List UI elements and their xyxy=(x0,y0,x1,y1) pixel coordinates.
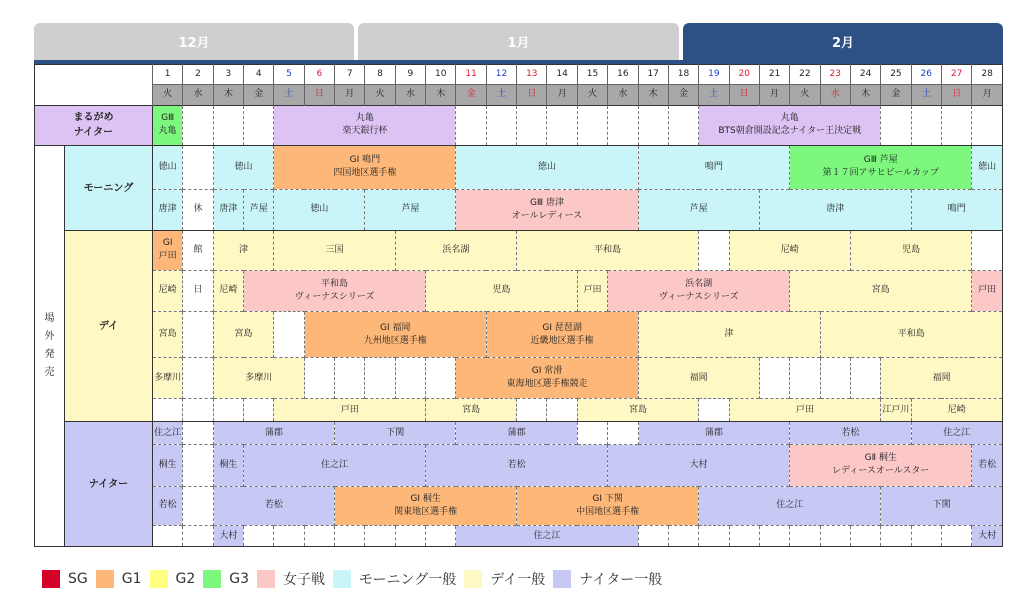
date-cell: 4 xyxy=(244,65,274,85)
empty-cell xyxy=(668,526,698,547)
weekday-cell: 月 xyxy=(547,84,577,105)
empty-cell xyxy=(911,526,941,547)
empty-cell xyxy=(547,399,577,422)
race-cell[interactable]: GⅠ 福岡 九州地区選手権 xyxy=(304,312,486,358)
race-cell[interactable]: 尼崎 xyxy=(213,270,243,312)
race-cell[interactable]: 大村 xyxy=(972,526,1003,547)
race-cell[interactable]: 唐津 xyxy=(759,189,911,231)
empty-cell xyxy=(274,526,304,547)
weekday-cell: 金 xyxy=(881,84,911,105)
race-cell[interactable]: 津 xyxy=(213,231,274,270)
legend-label: 女子戦 xyxy=(283,572,326,588)
race-cell[interactable]: 宮島 xyxy=(790,270,972,312)
race-cell[interactable]: 鳴門 xyxy=(638,146,790,190)
legend-item xyxy=(333,569,456,589)
date-cell: 19 xyxy=(699,65,729,85)
empty-cell xyxy=(426,357,456,399)
weekday-cell: 日 xyxy=(729,84,759,105)
legend-swatch xyxy=(203,570,221,588)
empty-cell xyxy=(638,105,668,146)
race-cell[interactable]: 日 xyxy=(183,270,213,312)
date-cell: 21 xyxy=(759,65,789,85)
race-cell[interactable]: 住之江 xyxy=(153,422,183,445)
empty-cell xyxy=(668,105,698,146)
race-cell[interactable]: 住之江 xyxy=(911,422,1002,445)
weekday-cell: 金 xyxy=(668,84,698,105)
schedule-row xyxy=(35,231,1003,270)
race-cell[interactable]: GⅠ 桐生 関東地区選手権 xyxy=(335,486,517,525)
race-cell[interactable]: 徳山 xyxy=(274,189,365,231)
schedule-row xyxy=(35,189,1003,231)
empty-cell xyxy=(759,526,789,547)
empty-cell xyxy=(517,105,547,146)
empty-cell xyxy=(790,526,820,547)
race-cell[interactable]: 徳山 xyxy=(456,146,638,190)
weekday-cell: 土 xyxy=(699,84,729,105)
race-cell[interactable]: 徳山 xyxy=(213,146,274,190)
weekday-cell: 火 xyxy=(153,84,183,105)
race-cell[interactable]: 丸亀 楽天銀行杯 xyxy=(274,105,456,146)
weekday-cell: 月 xyxy=(335,84,365,105)
date-cell: 8 xyxy=(365,65,395,85)
race-cell[interactable]: GⅠ 下関 中国地区選手権 xyxy=(517,486,699,525)
race-cell[interactable]: 尼崎 xyxy=(729,231,850,270)
schedule-table xyxy=(34,64,1003,547)
empty-cell xyxy=(881,105,911,146)
legend-item xyxy=(203,570,249,588)
weekday-cell: 木 xyxy=(850,84,880,105)
empty-cell xyxy=(335,357,365,399)
empty-cell xyxy=(820,357,850,399)
race-cell[interactable]: 福岡 xyxy=(638,357,759,399)
race-cell[interactable]: 休 xyxy=(183,189,213,231)
race-cell[interactable]: 若松 xyxy=(153,486,183,525)
race-cell[interactable]: 児島 xyxy=(850,231,971,270)
empty-cell xyxy=(365,357,395,399)
race-cell[interactable]: GⅠ 戸田 xyxy=(153,231,183,270)
side-label-off-track: 場 外 発 売 xyxy=(35,146,65,547)
legend-label: デイ一般 xyxy=(490,572,546,588)
empty-cell xyxy=(274,312,304,358)
empty-cell xyxy=(911,105,941,146)
weekday-cell: 土 xyxy=(486,84,516,105)
race-cell[interactable]: 平和島 xyxy=(820,312,1002,358)
tab-label: 2月 xyxy=(831,36,855,51)
legend-label: モーニング一般 xyxy=(359,572,457,588)
weekday-cell: 月 xyxy=(759,84,789,105)
schedule-row xyxy=(35,486,1003,525)
empty-cell xyxy=(183,422,213,445)
legend-swatch xyxy=(257,570,275,588)
race-cell[interactable]: GⅢ 芦屋 第１７回アサヒビールカップ xyxy=(790,146,972,190)
weekday-cell: 水 xyxy=(820,84,850,105)
legend-swatch xyxy=(553,570,571,588)
legend-swatch xyxy=(150,570,168,588)
section-header: ナイター xyxy=(65,422,153,547)
race-cell[interactable]: 唐津 xyxy=(213,189,243,231)
race-cell[interactable]: 浜名湖 ヴィーナスシリーズ xyxy=(608,270,790,312)
empty-cell xyxy=(577,105,607,146)
race-cell[interactable]: 大村 xyxy=(608,445,790,487)
empty-cell xyxy=(395,526,425,547)
date-cell: 24 xyxy=(850,65,880,85)
schedule-row xyxy=(35,399,1003,422)
race-cell[interactable]: 宮島 xyxy=(577,399,698,422)
race-cell[interactable]: 桐生 xyxy=(213,445,243,487)
date-cell: 13 xyxy=(517,65,547,85)
section-header: モーニング xyxy=(65,146,153,231)
date-cell: 2 xyxy=(183,65,213,85)
weekday-cell: 月 xyxy=(972,84,1003,105)
date-cell: 27 xyxy=(941,65,971,85)
empty-cell xyxy=(456,105,486,146)
empty-cell xyxy=(183,486,213,525)
date-cell: 20 xyxy=(729,65,759,85)
race-cell[interactable]: 住之江 xyxy=(244,445,426,487)
empty-cell xyxy=(941,526,971,547)
date-cell: 14 xyxy=(547,65,577,85)
race-cell[interactable]: 戸田 xyxy=(577,270,607,312)
race-cell[interactable]: 大村 xyxy=(213,526,243,547)
race-cell[interactable]: GⅢ 丸亀 xyxy=(153,105,183,146)
legend-label: ナイター一般 xyxy=(579,572,663,588)
race-cell[interactable]: 尼崎 xyxy=(153,270,183,312)
weekday-cell: 金 xyxy=(456,84,486,105)
schedule-row xyxy=(35,445,1003,487)
weekday-cell: 金 xyxy=(244,84,274,105)
legend-item xyxy=(464,569,545,589)
legend-label: G1 xyxy=(121,571,142,587)
race-cell[interactable]: 下関 xyxy=(881,486,1003,525)
date-cell: 10 xyxy=(426,65,456,85)
race-cell[interactable]: 宮島 xyxy=(213,312,274,358)
date-cell: 7 xyxy=(335,65,365,85)
race-cell[interactable]: 若松 xyxy=(972,445,1003,487)
race-cell[interactable]: 若松 xyxy=(790,422,911,445)
race-cell[interactable]: GⅠ 鳴門 四国地区選手権 xyxy=(274,146,456,190)
empty-cell xyxy=(335,526,365,547)
corner-cell xyxy=(35,65,153,106)
race-cell[interactable]: 江戸川 xyxy=(881,399,911,422)
section-header: デイ xyxy=(65,231,153,422)
empty-cell xyxy=(183,146,213,190)
legend-label: SG xyxy=(68,571,88,587)
legend-label: G3 xyxy=(229,571,250,587)
weekday-cell: 木 xyxy=(213,84,243,105)
race-cell[interactable]: 住之江 xyxy=(456,526,638,547)
legend-swatch xyxy=(42,570,60,588)
legend-swatch xyxy=(333,570,351,588)
race-cell[interactable]: 若松 xyxy=(426,445,608,487)
race-cell[interactable]: GⅠ 常滑 東海地区選手権競走 xyxy=(456,357,638,399)
empty-cell xyxy=(426,526,456,547)
weekday-cell: 水 xyxy=(395,84,425,105)
legend-item xyxy=(42,570,88,588)
empty-cell xyxy=(183,312,213,358)
legend-item xyxy=(96,570,142,588)
race-cell[interactable]: 住之江 xyxy=(699,486,881,525)
schedule-row xyxy=(35,357,1003,399)
race-cell[interactable]: 戸田 xyxy=(274,399,426,422)
empty-cell xyxy=(244,399,274,422)
empty-cell xyxy=(153,399,183,422)
empty-cell xyxy=(699,526,729,547)
race-cell[interactable]: 平和島 ヴィーナスシリーズ xyxy=(244,270,426,312)
empty-cell xyxy=(608,422,638,445)
race-cell[interactable]: 館 xyxy=(183,231,213,270)
empty-cell xyxy=(699,231,729,270)
date-cell: 11 xyxy=(456,65,486,85)
empty-cell xyxy=(153,526,183,547)
empty-cell xyxy=(759,357,789,399)
race-cell[interactable]: 蒲郡 xyxy=(638,422,790,445)
race-cell[interactable]: 蒲郡 xyxy=(456,422,577,445)
race-cell[interactable]: 浜名湖 xyxy=(395,231,516,270)
race-cell[interactable]: 多摩川 xyxy=(153,357,183,399)
tab-december[interactable] xyxy=(34,23,354,60)
empty-cell xyxy=(729,526,759,547)
tab-january[interactable] xyxy=(358,23,679,60)
empty-cell xyxy=(577,422,607,445)
empty-cell xyxy=(850,357,880,399)
date-cell: 15 xyxy=(577,65,607,85)
race-cell[interactable]: 桐生 xyxy=(153,445,183,487)
race-cell[interactable]: 宮島 xyxy=(426,399,517,422)
schedule-row xyxy=(35,105,1003,146)
race-cell[interactable]: 福岡 xyxy=(881,357,1003,399)
weekday-cell: 木 xyxy=(426,84,456,105)
legend-swatch xyxy=(464,570,482,588)
date-cell: 28 xyxy=(972,65,1003,85)
empty-cell xyxy=(547,105,577,146)
empty-cell xyxy=(183,445,213,487)
weekday-cell: 火 xyxy=(365,84,395,105)
date-cell: 1 xyxy=(153,65,183,85)
empty-cell xyxy=(213,105,243,146)
race-cell[interactable]: 戸田 xyxy=(729,399,881,422)
date-cell: 16 xyxy=(608,65,638,85)
legend-item xyxy=(257,569,325,589)
empty-cell xyxy=(699,399,729,422)
empty-cell xyxy=(972,105,1003,146)
tab-february[interactable] xyxy=(683,23,1003,60)
race-cell[interactable]: 平和島 xyxy=(517,231,699,270)
tab-label: 12月 xyxy=(178,36,210,51)
empty-cell xyxy=(244,105,274,146)
weekday-cell: 火 xyxy=(577,84,607,105)
empty-cell xyxy=(183,105,213,146)
empty-cell xyxy=(820,526,850,547)
date-cell: 18 xyxy=(668,65,698,85)
date-row xyxy=(35,65,1003,85)
race-cell[interactable]: 芦屋 xyxy=(365,189,456,231)
date-cell: 22 xyxy=(790,65,820,85)
schedule-row xyxy=(35,146,1003,190)
race-cell[interactable]: 丸亀 BTS朝倉開設記念ナイター王決定戦 xyxy=(699,105,881,146)
venue-header-marugame: まるがめ ナイター xyxy=(35,105,153,146)
schedule-row xyxy=(35,270,1003,312)
schedule-row xyxy=(35,526,1003,547)
legend xyxy=(42,569,670,589)
legend-label: G2 xyxy=(175,571,196,587)
schedule-row xyxy=(35,312,1003,358)
race-cell[interactable]: 三国 xyxy=(274,231,395,270)
race-cell[interactable]: 徳山 xyxy=(972,146,1003,190)
date-cell: 5 xyxy=(274,65,304,85)
weekday-cell: 日 xyxy=(517,84,547,105)
tab-label: 1月 xyxy=(507,36,530,51)
race-cell[interactable]: GⅠ 琵琶湖 近畿地区選手権 xyxy=(486,312,638,358)
empty-cell xyxy=(365,526,395,547)
empty-cell xyxy=(213,399,243,422)
date-cell: 17 xyxy=(638,65,668,85)
empty-cell xyxy=(244,526,274,547)
weekday-cell: 日 xyxy=(941,84,971,105)
race-cell[interactable]: 芦屋 xyxy=(244,189,274,231)
race-cell[interactable]: 児島 xyxy=(426,270,578,312)
empty-cell xyxy=(183,399,213,422)
race-cell[interactable]: 鳴門 xyxy=(911,189,1002,231)
race-cell[interactable]: 徳山 xyxy=(153,146,183,190)
legend-item xyxy=(553,569,662,589)
race-cell[interactable]: 若松 xyxy=(213,486,334,525)
race-cell[interactable]: 戸田 xyxy=(972,270,1003,312)
date-cell: 9 xyxy=(395,65,425,85)
weekday-cell: 水 xyxy=(608,84,638,105)
schedule-row xyxy=(35,422,1003,445)
weekday-row xyxy=(35,84,1003,105)
date-cell: 26 xyxy=(911,65,941,85)
empty-cell xyxy=(881,526,911,547)
legend-swatch xyxy=(96,570,114,588)
empty-cell xyxy=(395,357,425,399)
race-cell[interactable]: 宮島 xyxy=(153,312,183,358)
race-cell[interactable]: 芦屋 xyxy=(638,189,759,231)
date-cell: 6 xyxy=(304,65,334,85)
legend-item xyxy=(150,570,196,588)
race-cell[interactable]: GⅡ 桐生 レディースオールスター xyxy=(790,445,972,487)
empty-cell xyxy=(972,231,1003,270)
race-cell[interactable]: 蒲郡 xyxy=(213,422,334,445)
empty-cell xyxy=(183,357,213,399)
empty-cell xyxy=(304,526,334,547)
race-cell[interactable]: GⅢ 唐津 オールレディース xyxy=(456,189,638,231)
weekday-cell: 木 xyxy=(638,84,668,105)
weekday-cell: 火 xyxy=(790,84,820,105)
empty-cell xyxy=(517,399,547,422)
empty-cell xyxy=(486,105,516,146)
empty-cell xyxy=(304,357,334,399)
date-cell: 12 xyxy=(486,65,516,85)
race-cell[interactable]: 津 xyxy=(638,312,820,358)
weekday-cell: 日 xyxy=(304,84,334,105)
date-cell: 25 xyxy=(881,65,911,85)
race-cell[interactable]: 多摩川 xyxy=(213,357,304,399)
empty-cell xyxy=(638,526,668,547)
race-cell[interactable]: 唐津 xyxy=(153,189,183,231)
empty-cell xyxy=(790,357,820,399)
empty-cell xyxy=(608,105,638,146)
weekday-cell: 土 xyxy=(911,84,941,105)
race-cell[interactable]: 尼崎 xyxy=(911,399,1002,422)
weekday-cell: 土 xyxy=(274,84,304,105)
empty-cell xyxy=(850,526,880,547)
date-cell: 23 xyxy=(820,65,850,85)
weekday-cell: 水 xyxy=(183,84,213,105)
date-cell: 3 xyxy=(213,65,243,85)
empty-cell xyxy=(941,105,971,146)
empty-cell xyxy=(183,526,213,547)
race-cell[interactable]: 下関 xyxy=(335,422,456,445)
